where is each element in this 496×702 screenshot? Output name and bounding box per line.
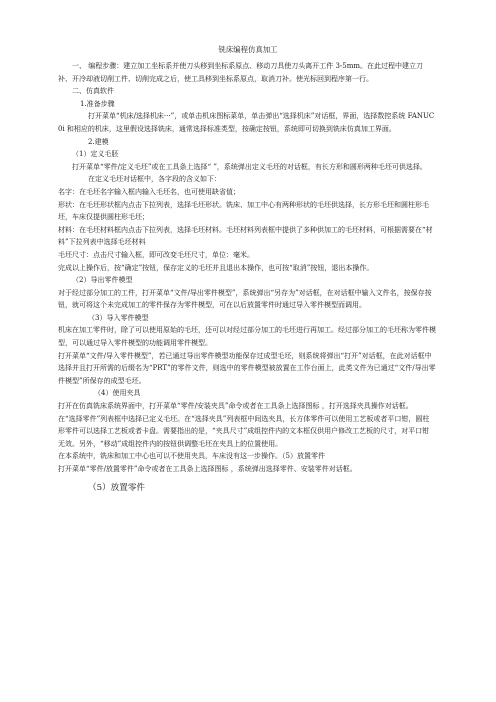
document-body: [58, 60, 436, 496]
heading-export-model: （2）导出零件模型: [72, 276, 133, 285]
paragraph-import-intro: 机床在加工零件时，除了可以使用原始的毛坯，还可以对经过部分加工的毛坯进行再加工。经过部分加工的毛坯称为零件模型，可以通过导入零件模型的功能调用零件模型。: [58, 326, 436, 348]
paragraph-field-size: 毛坯尺寸：点击尺寸输入框，即可改变毛坯尺寸，单位：毫米。: [58, 250, 254, 259]
paragraph-field-shape: 形状：在毛坯形状框内点击下拉列表，选择毛坯形状。铣床、加工中心有两种形状的毛坯供选择，长方形毛坯和圆柱形毛坯，车床仅提供圆柱形毛坯；: [58, 200, 429, 222]
paragraph-field-name: 名字：在毛坯名字输入框内输入毛坯名，也可使用缺省值；: [58, 187, 240, 196]
document-title: 铣床编程仿真加工: [218, 45, 278, 54]
paragraph-open-fixture: 打开在仿真铣床系统界面中，打开菜单“零件/安装夹具”命令或者在工具条上选择图标 ，打开选择夹具操作对话框。: [58, 402, 413, 411]
paragraph-import-steps: 打开菜单“文件/导入零件模型”，若已通过导出零件模型功能保存过成型毛坯，则系统将弹出“打开”对话框，在此对话框中选择并且打开所需的后缀名为“PRT”的零件文件，则选中的零件模型被放置在工作台面上，此类文件为已通过“文件/导出零件模型”所保存的成型毛坯。: [58, 351, 436, 385]
paragraph-field-meaning: 在定义毛坯对话框中，各字段的含义如下：: [88, 175, 221, 184]
heading-place-part: （5）放置零件: [88, 482, 146, 493]
paragraph-no-fixture: 在本系统中，铣床和加工中心也可以不使用夹具，车床没有这一步操作。（5）放置零件: [58, 452, 325, 461]
heading-preparation-steps: 1.准备步骤: [80, 99, 115, 108]
paragraph-define-blank: 打开菜单“零件/定义毛坯”或在工具条上选择“ ”，系统弹出定义毛坯的对话框，有长方形和圆形两种毛坯可供选择。: [72, 162, 427, 171]
paragraph-select-fixture: 在“选择零件”列表框中选择已定义毛坯。在“选择夹具”列表框中间选夹具，长方体零件可以使用工艺板或者平口钳，圆柱形零件可以选择工艺板或者卡盘。需要指出的是，“夹具尺寸”成组控件内的文本框仅供用户修改工艺板的尺寸，对平口钳无效。另外，“移动”成组控件内的按钮供调整毛坯在夹具上的位置使用。: [58, 414, 430, 448]
paragraph-programming-steps: 一、 编程步骤：建立加工坐标系并使刀头移到坐标系原点、移动刀具使刀头离开工件 3-5mm。在此过程中建立刀补、开冷却液切削工件、切削完成之后，使工具移到坐标系原点，取消刀补。使光标回到程序第一行。: [58, 62, 423, 83]
heading-simulation-software: 二、仿真软件: [72, 87, 114, 96]
heading-define-blank: （1）定义毛胚: [72, 150, 119, 159]
heading-import-model: （3）导入零件模型: [88, 313, 149, 322]
paragraph-select-machine: 打开菜单“机床/选择机床···”，或单击机床图标菜单，单击弹出“选择机床”对话框，界面，选择数控系统 FANUC0i 和相应的机床，这里假设选择铣床，通常选择标准类型，按确定按钮，系统即可切换到铣床仿真加工界面。: [58, 112, 435, 133]
paragraph-place-part: 打开菜单“零件/放置零件”命令或者在工具条上选择图标 ，系统弹出选择零件、安装零件对话框。: [58, 465, 357, 473]
paragraph-field-material: 材料：在毛坯材料框内点击下拉列表，选择毛坯材料。毛坯材料列表框中提供了多种供加工的毛坯材料，可根据需要在“材料”下拉列表中选择毛坯材料: [58, 225, 433, 247]
heading-modeling: 2.建模: [88, 137, 109, 146]
paragraph-export-model: 对于经过部分加工的工件，打开菜单“文件/导出零件模型”，系统弹出“另存为”对话框，在对话框中输入文件名，按保存按钮，就可将这个未完成加工的零件保存为零件模型，可在以后放置零件时通过导入零件模型而调用。: [58, 288, 432, 310]
heading-use-fixture: （4）使用夹具: [94, 389, 141, 398]
paragraph-confirm: 完成以上操作后，按“确定”按钮，保存定义的毛坯并且退出本操作，也可按“取消”按钮，退出本操作。: [58, 263, 374, 272]
